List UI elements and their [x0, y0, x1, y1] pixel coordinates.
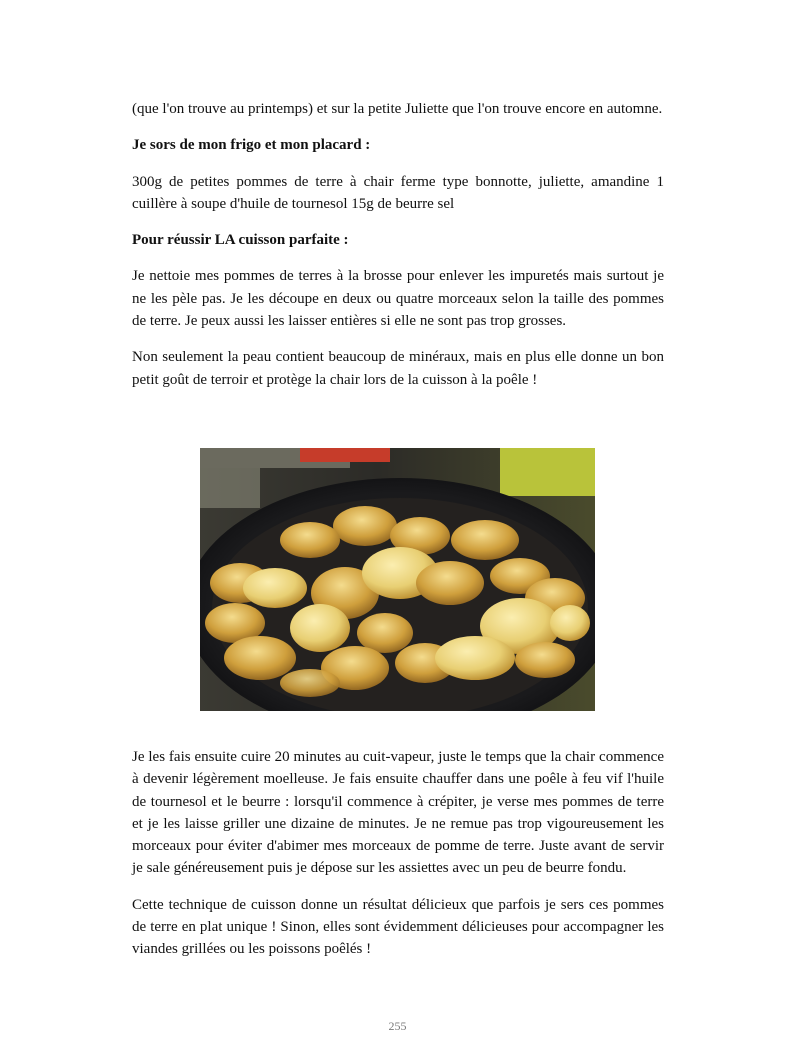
heading-cooking: Pour réussir LA cuisson parfaite : — [132, 232, 349, 249]
paragraph-skin: Non seulement la peau contient beaucoup de minéraux, mais en plus elle donne un bon petit goût de terroir et protège la chair lors de la cuisson à la poêle ! — [132, 349, 664, 388]
text-top — [132, 98, 664, 405]
paragraph-ingredients: 300g de petites pommes de terre à chair ferme type bonnotte, juliette, amandine 1 cuillère à soupe d'huile de tournesol 15g de beurre sel — [132, 173, 664, 212]
paragraph-steps: Je les fais ensuite cuire 20 minutes au cuit-vapeur, juste le temps que la chair commence à devenir légèrement moelleuse. Je fais ensuite chauffer dans une poêle à feu vif l'huile de tournesol et le beurre : lorsqu'il commence à crépiter, je verse mes pommes de terre et je les laisse griller une dizaine de minutes. Je ne remue pas trop vigoureusement les morceaux pour éviter d'abimer mes morceaux de pomme de terre. Juste avant de servir je sale généreusement puis je dépose sur les assiettes avec un peu de beurre fondu. — [132, 749, 664, 877]
paragraph-intro: (que l'on trouve au printemps) et sur la petite Juliette que l'on trouve encore en automne. — [132, 101, 663, 117]
heading-ingredients: Je sors de mon frigo et mon placard : — [132, 137, 371, 154]
paragraph-cleaning: Je nettoie mes pommes de terres à la brosse pour enlever les impuretés mais surtout je ne les pèle pas. Je les découpe en deux ou quatre morceaux selon la taille des pommes de terre. Je peux aussi les laisser entières si elle ne sont pas trop grosses. — [132, 268, 664, 330]
potato-pan-illustration — [200, 448, 595, 711]
paragraph-conclusion: Cette technique de cuisson donne un résultat délicieux que parfois je sers ces pommes de terre en plat unique ! Sinon, elles sont évidemment délicieuses pour accompagner les viandes grillées ou les poissons poêlés ! — [132, 896, 664, 958]
text-bottom — [132, 746, 664, 975]
page-number: 255 — [388, 1019, 407, 1033]
photo-pan-fried-potatoes — [200, 448, 595, 711]
